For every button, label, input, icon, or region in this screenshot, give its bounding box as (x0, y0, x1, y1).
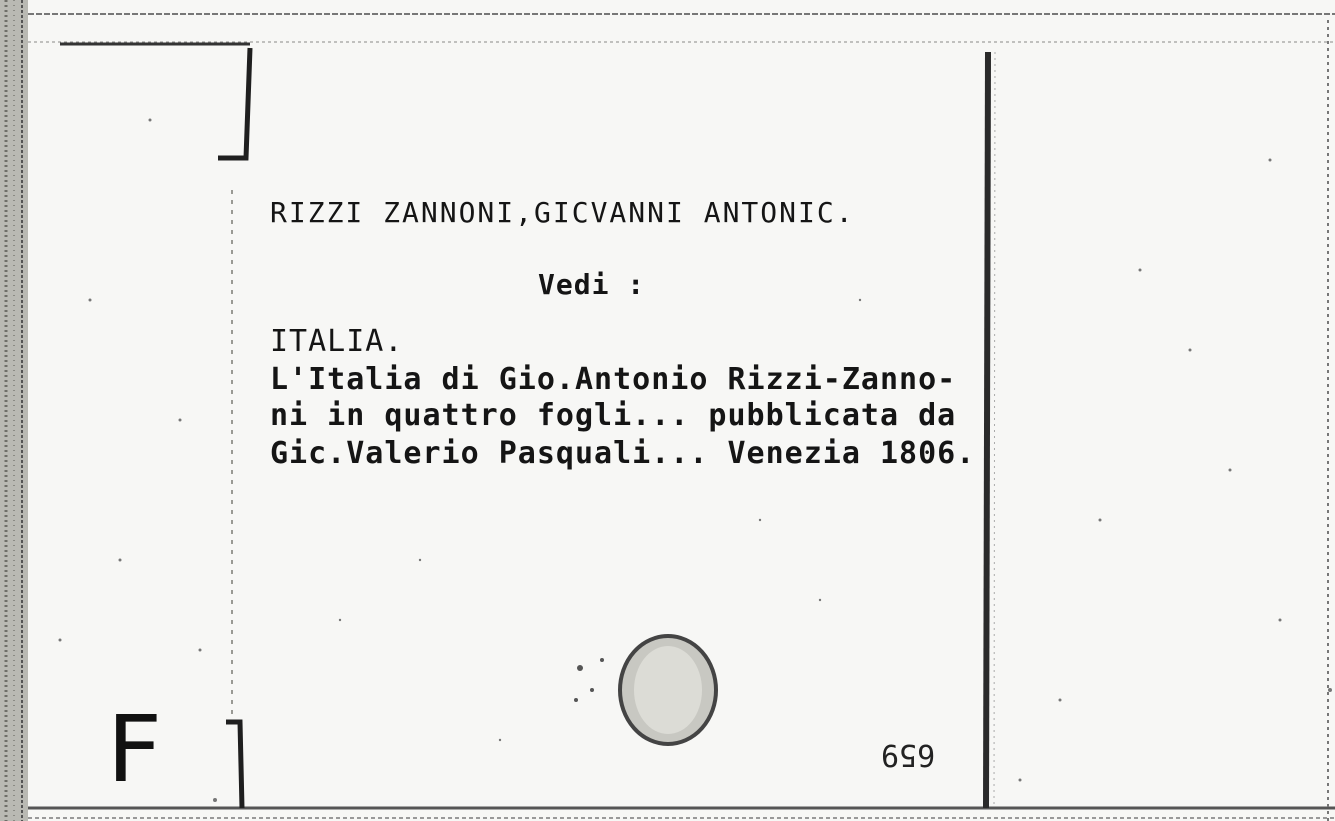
punch-hole (574, 636, 716, 744)
citation-line-1: L'Italia di Gio.Antonio Rizzi-Zanno- (270, 362, 957, 397)
handwritten-mark: F (106, 696, 163, 803)
bracket-bottom (226, 722, 242, 808)
bracket-top (218, 48, 250, 158)
catalog-heading: RIZZI ZANNONI,GICVANNI ANTONIC. (270, 196, 855, 229)
citation-line-3: Gic.Valerio Pasquali... Venezia 1806. (270, 436, 976, 471)
card-right-edge (986, 52, 988, 808)
card-number: 659 (880, 737, 936, 773)
see-label: Vedi : (538, 268, 646, 301)
citation-line-2: ni in quattro fogli... pubblicata da (270, 398, 957, 433)
subject-heading: ITALIA. (270, 324, 404, 359)
